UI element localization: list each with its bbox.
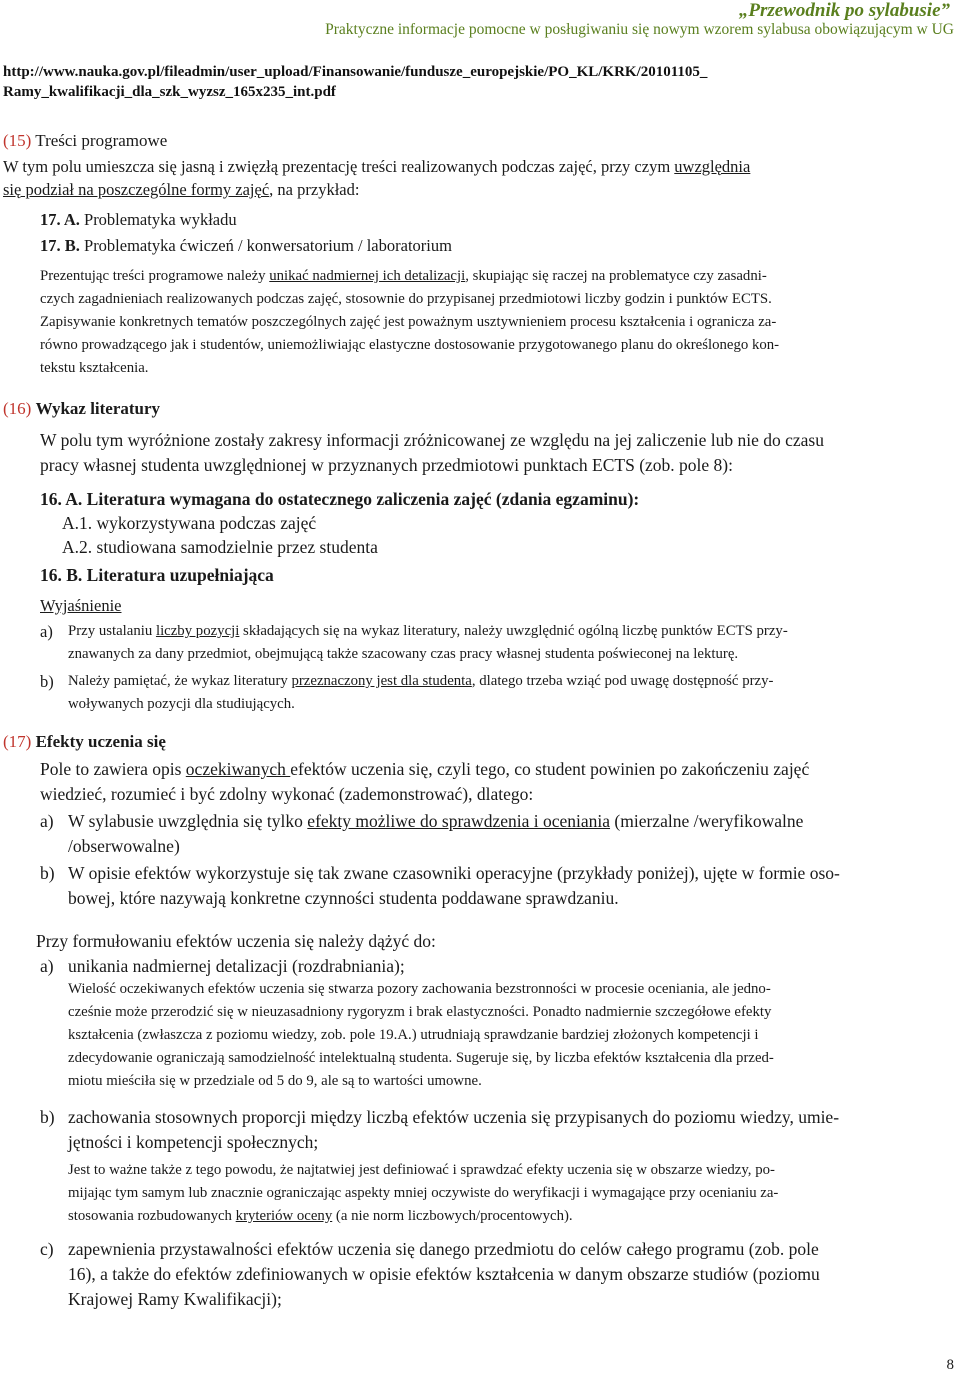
section-15-heading: [3, 130, 960, 152]
reference-url[interactable]: [3, 62, 707, 102]
aim-b: b) zachowania stosownych proporcji między liczbą efektów uczenia się przypisanych do poziomu wiedzy, umie- jętności i kompetencji społecznych;: [40, 1107, 840, 1152]
section-16-number: (16): [3, 399, 32, 418]
section-16-a-heading: 16. A. Literatura wymagana do ostatecznego zaliczenia zajęć (zdania egzaminu):: [40, 489, 640, 509]
section-16-title: Wykaz literatury: [35, 399, 161, 418]
section-15-note: Prezentując treści programowe należy unikać nadmiernej ich detalizacji, skupiając się raczej na problematyce czy zasadni- czych zagadnieniach realizowanych podczas zajęć, stosownie do przypisanej przedmiotowi liczby godzin i punktów ECTS. Zapisywanie konkretnych tematów poszczególnych zajęć jest poważnym usztywnieniem procesu kształcenia i ogranicza za- równo prowadzącego jak i studentów, uniemożliwiając elastyczne dostosowanie przygotowanego planu do określonego kon- tekstu kształcenia.: [40, 268, 780, 376]
section-15-title: Treści programowe: [35, 131, 168, 150]
header-subtitle: Praktyczne informacje pomocne w posługiwaniu się nowym wzorem sylabusa obowiązującym w UG: [325, 21, 954, 38]
reference-url-line2: Ramy_kwalifikacji_dla_szk_wyzsz_165x235_int.pdf: [3, 84, 336, 100]
section-16-note-b: b) Należy pamiętać, że wykaz literatury przeznaczony jest dla studenta, dlatego trzeba wziąć pod uwagę dostępność przy- woływanych pozycji dla studiujących.: [40, 672, 774, 712]
section-15-item-b: 17. B. Problematyka ćwiczeń / konwersatorium / laboratorium: [40, 236, 452, 255]
section-17-aims-intro: Przy formułowaniu efektów uczenia się należy dążyć do:: [36, 931, 436, 951]
section-16-explanation-label: Wyjaśnienie: [40, 596, 122, 615]
aim-a: a) unikania nadmiernej detalizacji (rozdrabniania);: [40, 956, 405, 976]
aim-c: c) zapewnienia przystawalności efektów uczenia się danego przedmiotu do celów całego programu (zob. pole 16), a także do efektów zdefiniowanych w opisie efektów kształcenia w danym obszarze studiów (poziomu Krajowej Ramy Kwalifikacji);: [40, 1239, 820, 1309]
page-number: 8: [946, 1357, 954, 1373]
section-16-a1: A.1. wykorzystywana podczas zajęć: [62, 513, 317, 533]
section-16-heading: [3, 398, 960, 420]
section-16-b-heading: 16. B. Literatura uzupełniająca: [40, 565, 274, 585]
section-17-point-b: b) W opisie efektów wykorzystuje się tak zwane czasowniki operacyjne (przykłady poniżej), ujęte w formie oso- bowej, które nazywają konkretne czynności studenta poddawane sprawdzaniu.: [40, 863, 840, 908]
aim-a-note: Wielość oczekiwanych efektów uczenia się stwarza pozory zachowania bezstronności w procesie oceniania, ale jedno- cześnie może przerodzić się w nieuzasadniony rygoryzm i brak elastyczności. Ponadto nadmiernie szczegółowe efekty kształcenia (zwłaszcza z poziomu wiedzy, zob. pole 19.A.) utrudniają sprawdzanie bardziej złożonych kompetencji i zdecydowanie ograniczają samodzielność intelektualną studenta. Sugeruje się, by liczba efektów kształcenia dla przed- miotu mieściła się w przedziale od 5 do 9, ale są to wartości umowne.: [68, 981, 774, 1089]
aim-b-note: Jest to ważne także z tego powodu, że najtatwiej jest definiować i sprawdzać efekty uczenia się w obszarze wiedzy, po- mijając tym samym lub znacznie ograniczając aspekty mniej oczywiste do weryfikacji i wymagające przy ocenianiu za- stosowania rozbudowanych kryteriów oceny (a nie norm liczbowych/procentowych).: [68, 1162, 779, 1224]
section-16-paragraph: W polu tym wyróżnione zostały zakresy informacji zróżnicowanej ze względu na jej zaliczenie lub nie do czasu pracy własnej studenta uwzględnionej w przyznanych przedmiotowi punktach ECTS (zob. pole 8):: [40, 430, 824, 475]
section-17-paragraph: Pole to zawiera opis oczekiwanych efektów uczenia się, czyli tego, co student powinien po zakończeniu zajęć wiedzieć, rozumieć i być zdolny wykonać (zademonstrować), dlatego:: [40, 759, 810, 804]
section-15-item-a: 17. A. Problematyka wykładu: [40, 210, 237, 229]
reference-url-line1: http://www.nauka.gov.pl/fileadmin/user_upload/Finansowanie/fundusze_europejskie/PO_KL/KRK/20101105_: [3, 64, 708, 80]
section-15-number: (15): [3, 131, 32, 150]
section-17-heading: [3, 731, 960, 753]
section-16-a2: A.2. studiowana samodzielnie przez studenta: [62, 537, 378, 557]
section-17-number: (17): [3, 732, 32, 751]
section-17-title: Efekty uczenia się: [35, 732, 166, 751]
section-15-paragraph: W tym polu umieszcza się jasną i zwięzłą prezentację treści realizowanych podczas zajęć, przy czym uwzględnia się podział na poszczególne formy zajęć, na przykład:: [3, 157, 751, 199]
header-title: „Przewodnik po sylabusie”: [738, 0, 950, 21]
section-17-point-a: a) W sylabusie uwzględnia się tylko efekty możliwe do sprawdzenia i oceniania (mierzalne /weryfikowalne /obserwowalne): [40, 811, 804, 856]
section-16-note-a: a) Przy ustalaniu liczby pozycji składających się na wykaz literatury, należy uwzględnić ogólną liczbę punktów ECTS przy- znawanych za dany przedmiot, obejmującą także szacowany czas pracy własnej studenta poświeconej na lekturę.: [40, 622, 788, 662]
